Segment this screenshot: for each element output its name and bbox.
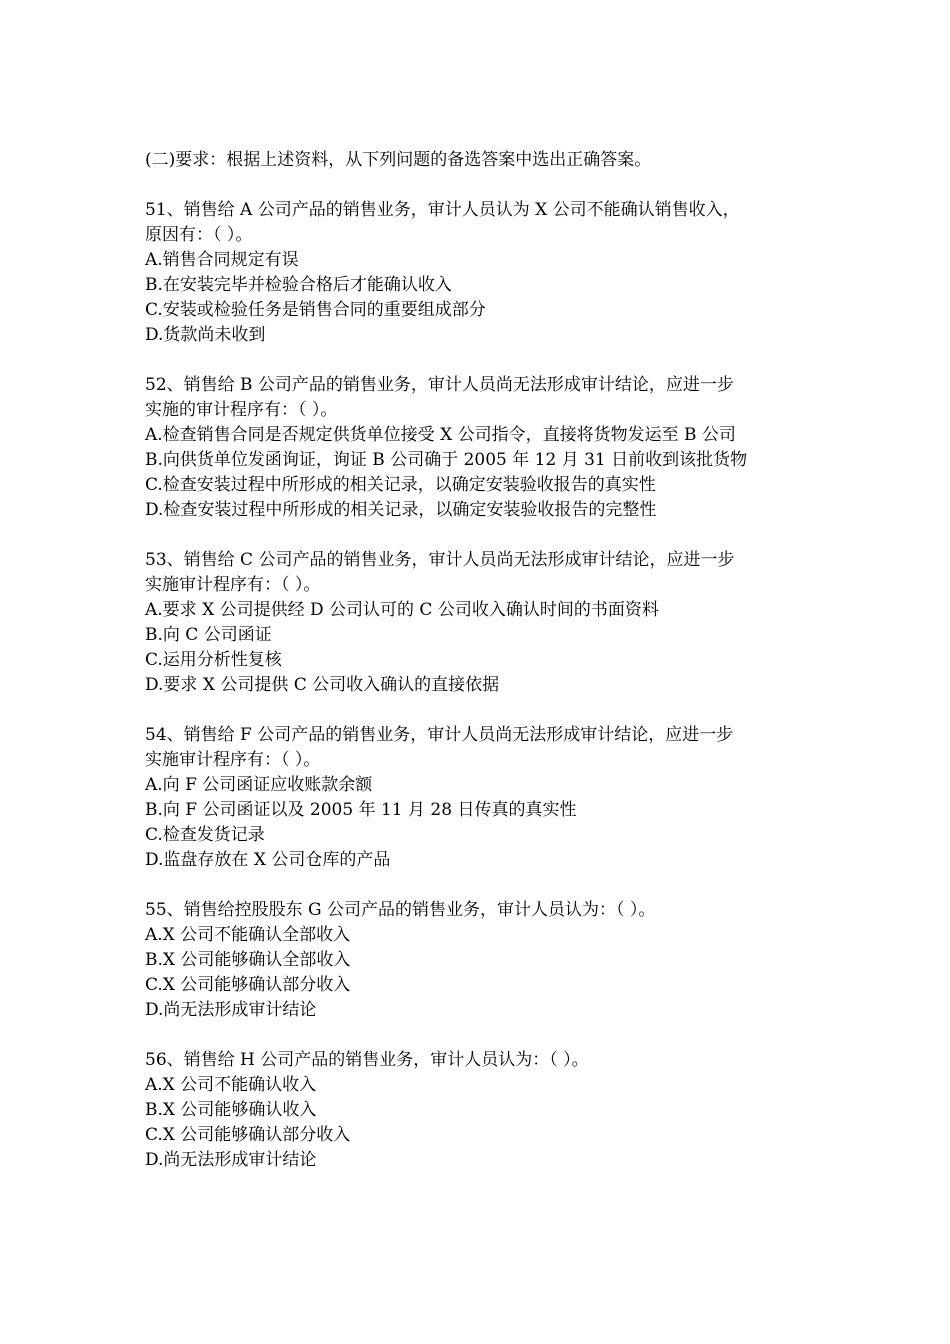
- answer-option: D.监盘存放在 X 公司仓库的产品: [145, 850, 391, 870]
- document-body: [145, 148, 815, 1173]
- answer-option: C.检查发货记录: [145, 825, 265, 845]
- answer-option: C.检查安装过程中所形成的相关记录，以确定安装验收报告的真实性: [145, 475, 656, 495]
- answer-option: B.向 C 公司函证: [145, 625, 272, 645]
- answer-option: A.X 公司不能确认全部收入: [145, 925, 351, 945]
- answer-option: A.检查销售合同是否规定供货单位接受 X 公司指令，直接将货物发运至 B 公司: [145, 425, 736, 445]
- blank-line: [145, 173, 815, 198]
- question-block: [145, 373, 815, 523]
- answer-option: C.运用分析性复核: [145, 650, 282, 670]
- answer-option: D.要求 X 公司提供 C 公司收入确认的直接依据: [145, 675, 500, 695]
- blank-line: [145, 1023, 815, 1048]
- answer-option: B.X 公司能够确认全部收入: [145, 950, 351, 970]
- answer-option: D.检查安装过程中所形成的相关记录，以确定安装验收报告的完整性: [145, 500, 657, 520]
- question-stem: 56、销售给 H 公司产品的销售业务，审计人员认为：（ ）。: [145, 1050, 589, 1070]
- answer-option: D.尚无法形成审计结论: [145, 1000, 317, 1020]
- question-stem: 实施审计程序有：（ ）。: [145, 750, 321, 770]
- question-block: [145, 548, 815, 698]
- question-block: [145, 198, 815, 348]
- answer-option: A.销售合同规定有误: [145, 250, 299, 270]
- question-stem: 实施的审计程序有：（ ）。: [145, 400, 338, 420]
- question-stem: 实施审计程序有：（ ）。: [145, 575, 321, 595]
- question-stem: 54、销售给 F 公司产品的销售业务，审计人员尚无法形成审计结论，应进一步: [145, 725, 734, 745]
- blank-line: [145, 523, 815, 548]
- question-block: [145, 723, 815, 873]
- question-list: [145, 173, 815, 1173]
- answer-option: D.尚无法形成审计结论: [145, 1150, 317, 1170]
- answer-option: C.X 公司能够确认部分收入: [145, 975, 351, 995]
- blank-line: [145, 698, 815, 723]
- answer-option: D.货款尚未收到: [145, 325, 266, 345]
- answer-option: C.安装或检验任务是销售合同的重要组成部分: [145, 300, 486, 320]
- question-stem: 51、销售给 A 公司产品的销售业务，审计人员认为 X 公司不能确认销售收入，: [145, 200, 740, 220]
- answer-option: B.向供货单位发函询证，询证 B 公司确于 2005 年 12 月 31 日前收到该批货物: [145, 450, 748, 470]
- answer-option: A.向 F 公司函证应收账款余额: [145, 775, 373, 795]
- answer-option: C.X 公司能够确认部分收入: [145, 1125, 351, 1145]
- question-stem: 55、销售给控股股东 G 公司产品的销售业务，审计人员认为：（ ）。: [145, 900, 656, 920]
- answer-option: A.要求 X 公司提供经 D 公司认可的 C 公司收入确认时间的书面资料: [145, 600, 659, 620]
- question-block: [145, 1048, 815, 1173]
- answer-option: B.在安装完毕并检验合格后才能确认收入: [145, 275, 452, 295]
- answer-option: B.向 F 公司函证以及 2005 年 11 月 28 日传真的真实性: [145, 800, 577, 820]
- question-stem: 53、销售给 C 公司产品的销售业务，审计人员尚无法形成审计结论，应进一步: [145, 550, 735, 570]
- blank-line: [145, 348, 815, 373]
- answer-option: B.X 公司能够确认收入: [145, 1100, 317, 1120]
- question-stem: 原因有：（ ）。: [145, 225, 253, 245]
- blank-line: [145, 873, 815, 898]
- instructions: (二)要求：根据上述资料，从下列问题的备选答案中选出正确答案。: [145, 150, 652, 170]
- answer-option: A.X 公司不能确认收入: [145, 1075, 317, 1095]
- question-block: [145, 898, 815, 1023]
- question-stem: 52、销售给 B 公司产品的销售业务，审计人员尚无法形成审计结论，应进一步: [145, 375, 734, 395]
